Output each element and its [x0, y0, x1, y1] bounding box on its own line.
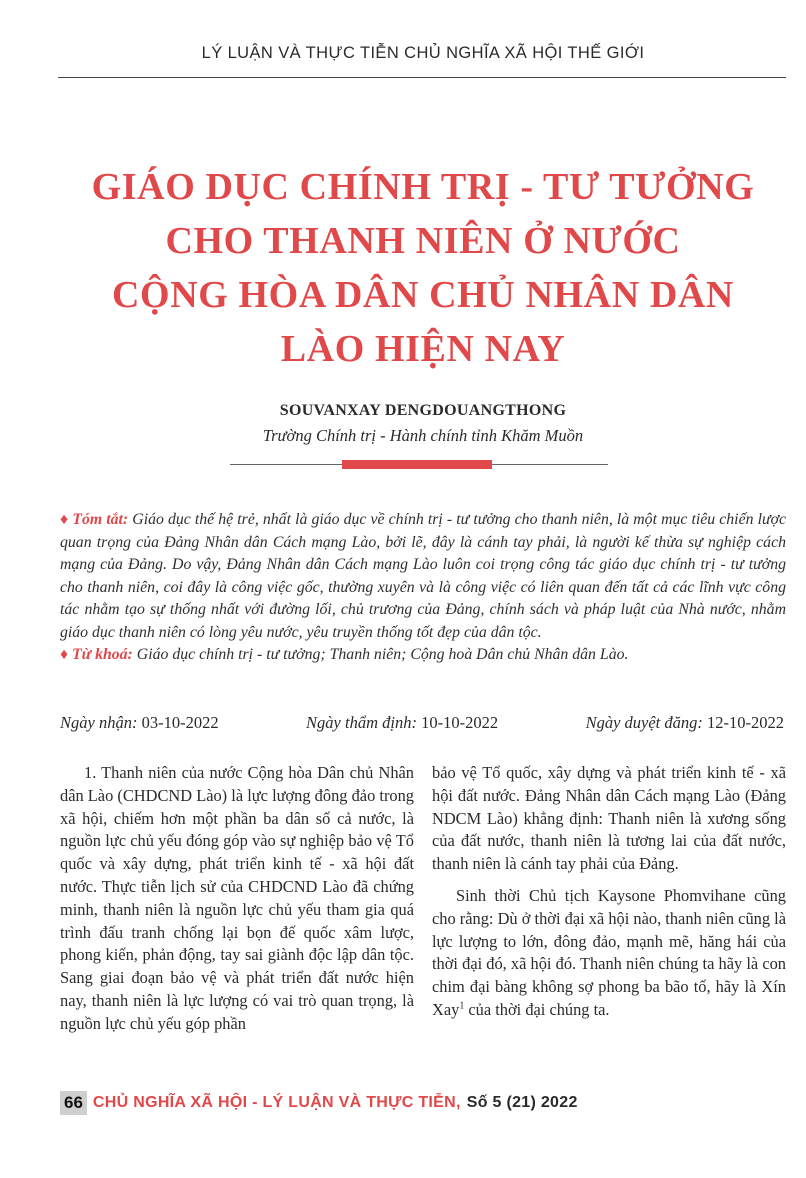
date-received-value: 03-10-2022 [141, 713, 219, 732]
author-name: SOUVANXAY DENGDOUANGTHONG [279, 402, 567, 419]
abstract-label: ♦ Tóm tắt: [60, 511, 129, 528]
body-text: Sinh thời Chủ tịch Kaysone Phomvihane cũng cho rằng: Dù ở thời đại xã hội nào, thanh niên cũng là lực lượng to lớn, đông đảo, mạnh mẽ, hăng hái của thời đại đó, xã hội đó. Thanh niên chúng ta hãy là con chim đại bàng không sợ phong ba bão tố, hãy là Xín Xay [432, 885, 786, 1019]
keywords-label: ♦ Từ khoá: [60, 646, 133, 663]
date-reviewed [306, 713, 498, 733]
abstract-text: Giáo dục thế hệ trẻ, nhất là giáo dục về chính trị - tư tưởng cho thanh niên, là một mục tiêu chiến lược quan trọng của Đảng Nhân dân Cách mạng Lào, bởi lẽ, đây là cánh tay phải, là người kế thừa sự nghiệp cách mạng của Đảng. Do vậy, Đảng Nhân dân Cách mạng Lào luôn coi trọng công tác giáo dục chính trị - tư tưởng cho thanh niên, coi đây là công việc gốc, thường xuyên và là công việc có liên quan đến tất cả các lĩnh vực công tác nhằm tạo sự thống nhất với đường lối, chủ trương của Đảng, chính sách và pháp luật của Nhà nước, nhằm giáo dục thanh niên có lòng yêu nước, yêu truyền thống tốt đẹp của dân tộc. [60, 511, 787, 641]
journal-issue: Số 5 (21) 2022 [466, 1094, 578, 1111]
article-dates [60, 713, 784, 733]
body-paragraph [432, 885, 786, 1022]
title-line: LÀO HIỆN NAY [280, 328, 566, 370]
title-line: GIÁO DỤC CHÍNH TRỊ - TƯ TƯỞNG [91, 166, 755, 208]
keywords-paragraph [60, 644, 786, 667]
footnote-marker[interactable]: 1 [459, 1000, 465, 1012]
abstract-block [60, 509, 786, 667]
date-approved [586, 713, 784, 733]
article-title [40, 160, 806, 376]
date-received-label: Ngày nhận: [60, 713, 138, 732]
abstract-paragraph [60, 509, 786, 644]
date-reviewed-value: 10-10-2022 [421, 713, 499, 732]
running-header: LÝ LUẬN VÀ THỰC TIỄN CHỦ NGHĨA XÃ HỘI THẾ GIỚI [201, 44, 645, 62]
body-paragraph: 1. Thanh niên của nước Cộng hòa Dân chủ Nhân dân Lào (CHDCND Lào) là lực lượng đông đảo trong xã hội, chiếm hơn một phần ba dân số cả nước, là nguồn lực chủ yếu đóng góp vào sự nghiệp bảo vệ Tổ quốc và xây dựng, phát triển kinh tế - xã hội đất nước. Thực tiễn lịch sử của CHDCND Lào đã chứng minh, thanh niên là nguồn lực chủ yếu tham gia quá trình đấu tranh chống lại bọn đế quốc xâm lược, phong kiến, phản động, tay sai giành độc lập dân tộc. Sang giai đoạn bảo vệ và phát triển đất nước hiện nay, thanh niên là lực lượng có vai trò quan trọng, là nguồn lực chủ yếu góp phần [60, 763, 414, 1033]
header-rule [58, 77, 786, 78]
body-column-left [60, 762, 414, 1036]
author-affiliation: Trường Chính trị - Hành chính tỉnh Khăm Muồn [262, 426, 584, 445]
journal-name: CHỦ NGHĨA XÃ HỘI - LÝ LUẬN VÀ THỰC TIỄN, [92, 1094, 461, 1111]
keywords-text: Giáo dục chính trị - tư tưởng; Thanh niên; Cộng hoà Dân chủ Nhân dân Lào. [136, 646, 629, 663]
body-text: của thời đại chúng ta. [464, 999, 610, 1019]
body-paragraph: bảo vệ Tổ quốc, xây dựng và phát triển kinh tế - xã hội đất nước. Đảng Nhân dân Cách mạng Lào (Đảng NDCM Lào) khẳng định: Thanh niên là xương sống của đất nước, thanh niên là tương lai của đất nước, thanh niên là cánh tay phải của Đảng. [432, 763, 786, 874]
date-reviewed-label: Ngày thẩm định: [306, 713, 417, 732]
date-received [60, 713, 219, 733]
separator-accent-bar [342, 460, 492, 469]
date-approved-label: Ngày duyệt đăng: [585, 713, 703, 732]
date-approved-value: 12-10-2022 [707, 713, 784, 732]
body-column-right [432, 762, 786, 1022]
page-number: 66 [60, 1091, 87, 1115]
title-line: CỘNG HÒA DÂN CHỦ NHÂN DÂN [112, 274, 734, 316]
page-footer [60, 1091, 578, 1115]
title-line: CHO THANH NIÊN Ở NƯỚC [165, 220, 681, 262]
